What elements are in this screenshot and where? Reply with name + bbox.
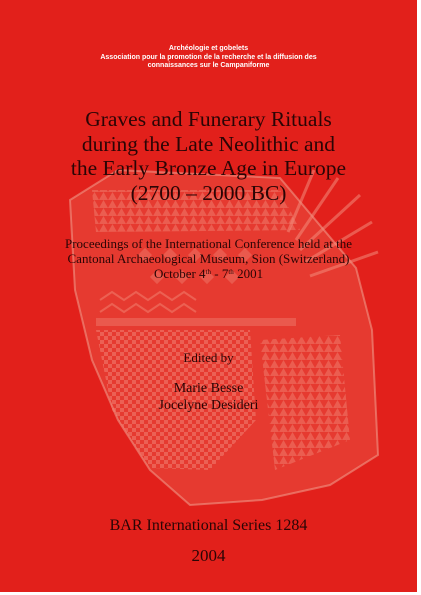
- date-end-suffix: th: [228, 268, 234, 276]
- association-name: Archéologie et gobelets: [168, 45, 249, 52]
- association-desc-line1: Association pour la promotion de la recherche et la diffusion des: [100, 53, 317, 61]
- association-desc-line2: connaissances sur le Campaniforme: [147, 62, 270, 69]
- proceedings-subtitle: [0, 236, 417, 281]
- date-year: 2001: [233, 266, 264, 281]
- title-line-1: Graves and Funerary Rituals: [85, 107, 332, 131]
- proceedings-line-2: Cantonal Archaeological Museum, Sion (Switzerland): [67, 251, 350, 266]
- title-line-2: during the Late Neolithic and: [81, 131, 336, 156]
- editor-name-2: Jocelyne Desideri: [158, 398, 259, 413]
- title-line-4: (2700 – 2000 BC): [130, 180, 287, 205]
- book-title: [0, 107, 417, 205]
- association-block: [0, 45, 417, 71]
- page-edge-right: [417, 0, 421, 595]
- editors-list: [0, 380, 417, 414]
- title-line-3: the Early Bronze Age in Europe: [70, 156, 347, 180]
- date-start-suffix: th: [205, 268, 212, 276]
- edited-by-label: Edited by: [183, 350, 234, 365]
- publication-year: 2004: [191, 546, 226, 565]
- series-label: BAR International Series 1284: [109, 517, 308, 534]
- editor-name-1: Marie Besse: [173, 381, 244, 396]
- conference-date: [0, 266, 417, 281]
- date-end: - 7: [211, 266, 229, 281]
- proceedings-line-1: Proceedings of the International Conference held at the: [65, 236, 352, 251]
- date-start: October 4: [153, 266, 206, 281]
